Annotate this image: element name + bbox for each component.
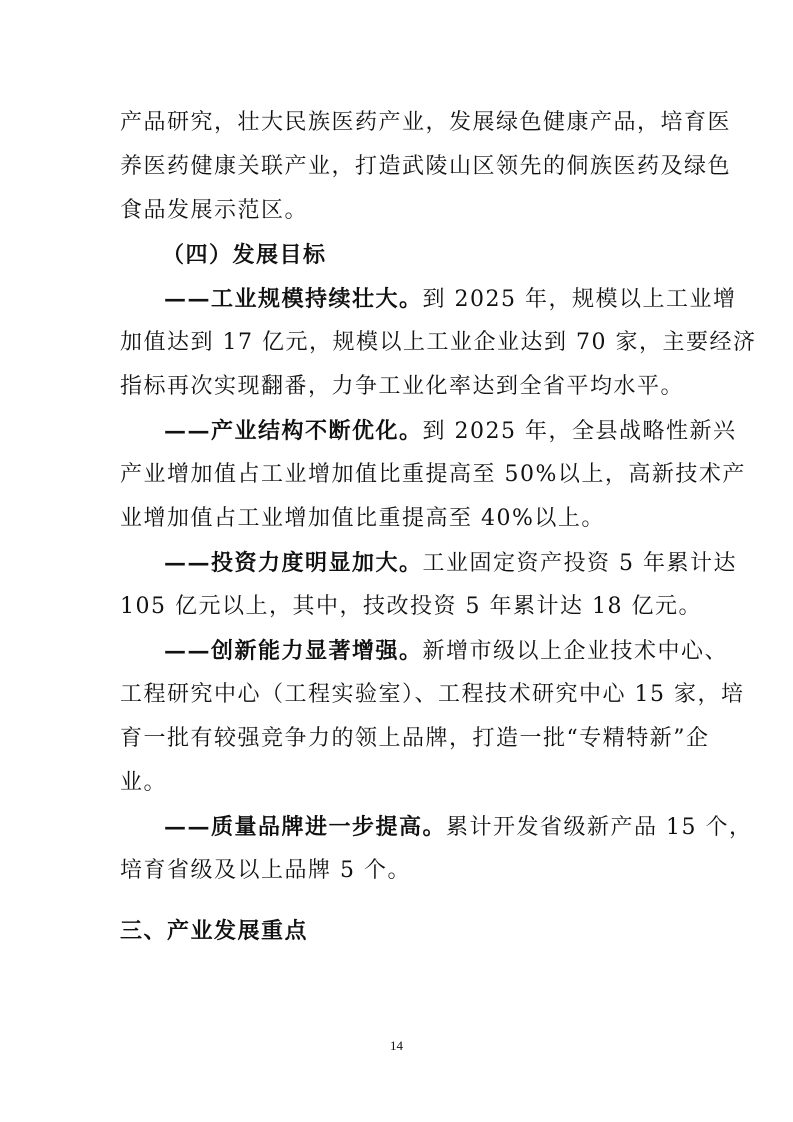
goal-line: 105 亿元以上，其中，技改投资 5 年累计达 18 亿元。 (120, 594, 702, 619)
goal-title: ——创新能力显著增强。 (164, 638, 423, 664)
goal-text: 工业固定资产投资 5 年累计达 (422, 551, 737, 576)
goal-text: 到 2025 年，规模以上工业增 (422, 287, 737, 312)
goal-text: 新增市级以上企业技术中心、 (422, 639, 729, 664)
goal-paragraph-first-line (164, 416, 737, 447)
chapter-heading: 三、产业发展重点 (120, 918, 309, 944)
goal-title: ——工业规模持续壮大。 (164, 286, 423, 312)
goal-line: 业。 (120, 770, 168, 795)
goal-text: 累计开发省级新产品 15 个， (446, 815, 753, 840)
goal-text: 到 2025 年，全县战略性新兴 (422, 419, 737, 444)
intro-line: 食品发展示范区。 (120, 198, 309, 223)
goal-paragraph-first-line (164, 284, 737, 315)
goal-line: 产业增加值占工业增加值比重提高至 50%以上，高新技术产 (120, 462, 746, 487)
intro-line: 产品研究，壮大民族医药产业，发展绿色健康产品，培育医 (120, 110, 732, 135)
goal-line: 培育省级及以上品牌 5 个。 (120, 858, 411, 883)
goal-line: 育一批有较强竞争力的领上品牌，打造一批“专精特新”企 (120, 726, 710, 751)
goal-line: 指标再次实现翻番，力争工业化率达到全省平均水平。 (120, 374, 685, 399)
goal-line: 工程研究中心（工程实验室）、工程技术研究中心 15 家，培 (120, 682, 745, 707)
goal-title: ——投资力度明显加大。 (164, 550, 423, 576)
page-number: 14 (390, 1038, 403, 1053)
goal-paragraph-first-line (164, 812, 753, 843)
goal-line: 业增加值占工业增加值比重提高至 40%以上。 (120, 506, 605, 531)
goal-line: 加值达到 17 亿元，规模以上工业企业达到 70 家，主要经济 (120, 330, 757, 355)
section-heading: （四）发展目标 (162, 242, 327, 268)
goal-title: ——质量品牌进一步提高。 (164, 814, 447, 840)
goal-title: ——产业结构不断优化。 (164, 418, 423, 444)
goal-paragraph-first-line (164, 548, 737, 579)
goal-paragraph-first-line (164, 636, 729, 667)
intro-line: 养医药健康关联产业，打造武陵山区领先的侗族医药及绿色 (120, 154, 732, 179)
